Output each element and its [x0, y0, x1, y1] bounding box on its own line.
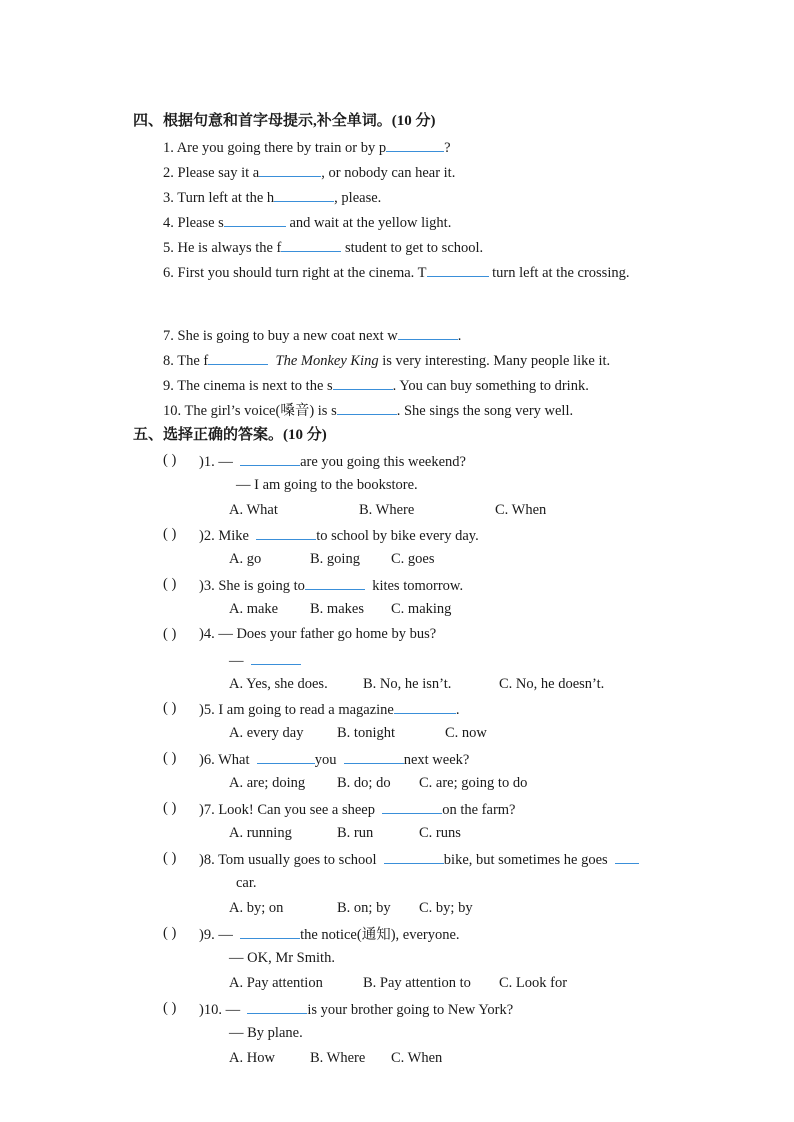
answer-blank[interactable] — [382, 799, 442, 814]
q5-option-a[interactable]: A. every day — [229, 725, 304, 741]
q9-option-a[interactable]: A. Pay attention — [229, 975, 323, 991]
s4-item-8: 8. The f The Monkey King is very interesting. Many people like it. — [163, 350, 610, 370]
answer-blank[interactable] — [615, 849, 639, 864]
q6-option-c[interactable]: C. are; going to do — [419, 775, 528, 791]
q7-option-a[interactable]: A. running — [229, 825, 292, 841]
q4-stem: )4. — Does your father go home by bus? — [199, 626, 437, 642]
q8-option-b[interactable]: B. on; by — [337, 900, 391, 916]
q10-stem: )10. — is your brother going to New York? — [199, 999, 513, 1019]
q1-option-b[interactable]: B. Where — [359, 502, 415, 518]
answer-blank[interactable] — [398, 325, 458, 340]
answer-blank[interactable] — [281, 237, 341, 252]
q9-option-b[interactable]: B. Pay attention to — [363, 975, 471, 991]
q1-answer: — I am going to the bookstore. — [236, 477, 418, 493]
s4-item-1: 1. Are you going there by train or by p ? — [163, 137, 451, 157]
q3-paren[interactable]: ( ) — [163, 576, 177, 592]
q8-option-a[interactable]: A. by; on — [229, 900, 284, 916]
q6-paren[interactable]: ( ) — [163, 750, 177, 766]
q4-option-c[interactable]: C. No, he doesn’t. — [499, 676, 605, 692]
section5-title: 五、选择正确的答案。(10 分) — [133, 427, 327, 443]
q5-option-c[interactable]: C. now — [445, 725, 487, 741]
q4-option-a[interactable]: A. Yes, she does. — [229, 676, 328, 692]
q3-option-c[interactable]: C. making — [391, 601, 452, 617]
q9-stem: )9. — the notice(通知), everyone. — [199, 924, 460, 944]
answer-blank[interactable] — [208, 350, 268, 365]
answer-blank[interactable] — [240, 451, 300, 466]
answer-blank[interactable] — [247, 999, 307, 1014]
q2-option-b[interactable]: B. going — [310, 551, 360, 567]
q10-option-b[interactable]: B. Where — [310, 1050, 366, 1066]
answer-blank[interactable] — [257, 749, 315, 764]
q10-paren[interactable]: ( ) — [163, 1000, 177, 1016]
q3-option-b[interactable]: B. makes — [310, 601, 364, 617]
q3-option-a[interactable]: A. make — [229, 601, 279, 617]
q10-option-a[interactable]: A. How — [229, 1050, 275, 1066]
q8-continuation: car. — [236, 875, 257, 891]
answer-blank[interactable] — [240, 924, 300, 939]
q8-paren[interactable]: ( ) — [163, 850, 177, 866]
q10-answer: — By plane. — [229, 1025, 303, 1041]
q4-paren[interactable]: ( ) — [163, 626, 177, 642]
q2-paren[interactable]: ( ) — [163, 526, 177, 542]
q5-paren[interactable]: ( ) — [163, 700, 177, 716]
q4-answer-line: — — [229, 650, 301, 670]
q9-answer: — OK, Mr Smith. — [229, 950, 335, 966]
answer-blank[interactable] — [427, 262, 489, 277]
q1-option-a[interactable]: A. What — [229, 502, 278, 518]
s4-item-9: 9. The cinema is next to the s . You can buy something to drink. — [163, 375, 589, 395]
q7-option-c[interactable]: C. runs — [419, 825, 461, 841]
q2-option-a[interactable]: A. go — [229, 551, 262, 567]
answer-blank[interactable] — [337, 400, 397, 415]
q5-stem: )5. I am going to read a magazine . — [199, 699, 460, 719]
s4-item-3: 3. Turn left at the h , please. — [163, 187, 381, 207]
s4-item-4: 4. Please s and wait at the yellow light. — [163, 212, 451, 232]
q7-option-b[interactable]: B. run — [337, 825, 374, 841]
q1-paren[interactable]: ( ) — [163, 452, 177, 468]
q2-option-c[interactable]: C. goes — [391, 551, 435, 567]
q7-paren[interactable]: ( ) — [163, 800, 177, 816]
s4-item-5: 5. He is always the f student to get to school. — [163, 237, 483, 257]
s4-item-6: 6. First you should turn right at the cinema. T turn left at the crossing. — [163, 262, 629, 282]
q9-option-c[interactable]: C. Look for — [499, 975, 568, 991]
q6-option-a[interactable]: A. are; doing — [229, 775, 306, 791]
q8-option-c[interactable]: C. by; by — [419, 900, 473, 916]
q5-option-b[interactable]: B. tonight — [337, 725, 396, 741]
answer-blank[interactable] — [251, 650, 301, 665]
q3-stem: )3. She is going to kites tomorrow. — [199, 575, 463, 595]
q1-option-c[interactable]: C. When — [495, 502, 547, 518]
answer-blank[interactable] — [305, 575, 365, 590]
q10-option-c[interactable]: C. When — [391, 1050, 443, 1066]
q8-stem: )8. Tom usually goes to school bike, but sometimes he goes — [199, 849, 639, 869]
answer-blank[interactable] — [344, 749, 404, 764]
answer-blank[interactable] — [333, 375, 393, 390]
q2-stem: )2. Mike to school by bike every day. — [199, 525, 479, 545]
q6-stem: )6. What you next week? — [199, 749, 469, 769]
answer-blank[interactable] — [274, 187, 334, 202]
section4-title: 四、根据句意和首字母提示,补全单词。(10 分) — [133, 113, 436, 129]
q7-stem: )7. Look! Can you see a sheep on the farm? — [199, 799, 516, 819]
answer-blank[interactable] — [224, 212, 286, 227]
s4-item-2: 2. Please say it a , or nobody can hear it. — [163, 162, 455, 182]
q1-stem: )1. — are you going this weekend? — [199, 451, 466, 471]
answer-blank[interactable] — [394, 699, 456, 714]
q4-option-b[interactable]: B. No, he isn’t. — [363, 676, 452, 692]
answer-blank[interactable] — [259, 162, 321, 177]
answer-blank[interactable] — [256, 525, 316, 540]
q9-paren[interactable]: ( ) — [163, 925, 177, 941]
answer-blank[interactable] — [384, 849, 444, 864]
s4-item-7: 7. She is going to buy a new coat next w . — [163, 325, 461, 345]
s4-item-10: 10. The girl’s voice(嗓音) is s . She sings the song very well. — [163, 400, 573, 420]
answer-blank[interactable] — [386, 137, 444, 152]
q6-option-b[interactable]: B. do; do — [337, 775, 391, 791]
